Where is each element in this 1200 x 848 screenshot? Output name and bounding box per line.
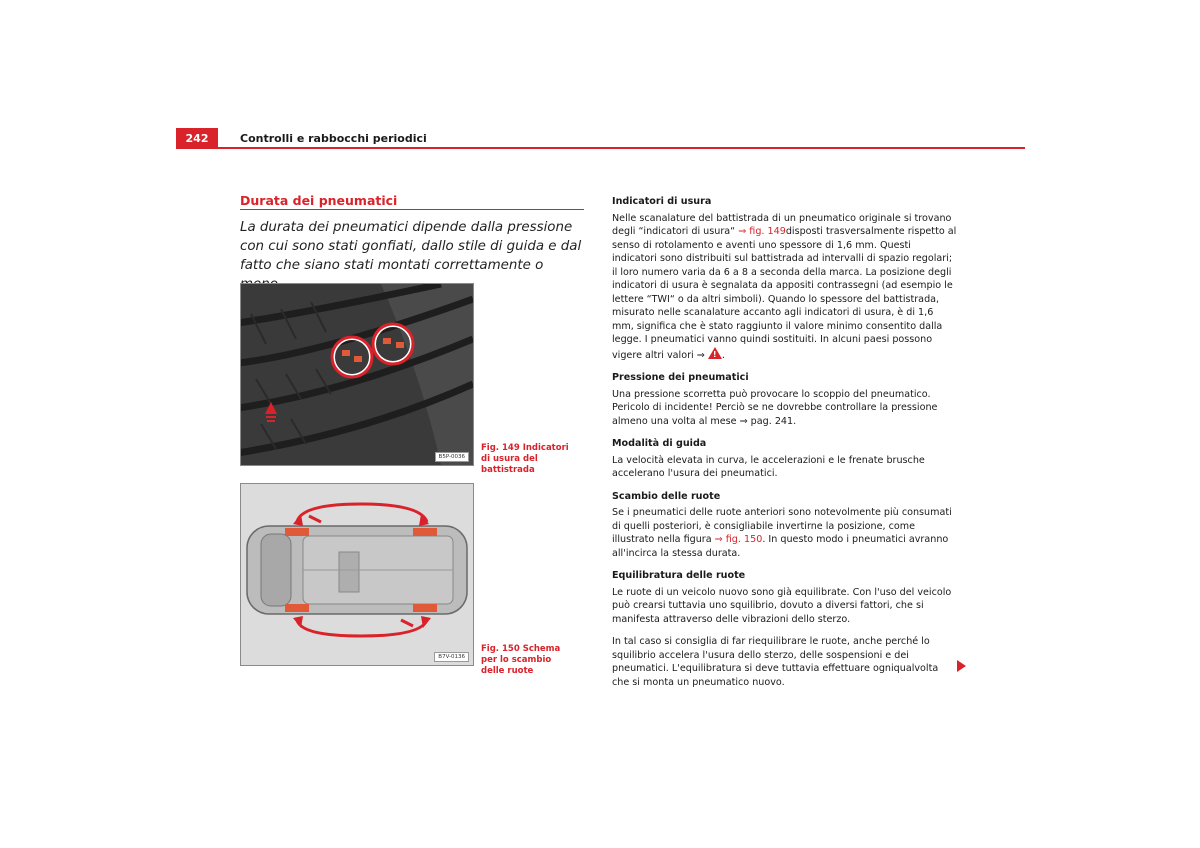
figure-code: B7V-0136 <box>434 652 469 662</box>
text-span: Nelle scanalature del battistrada di un pneumatico originale si trovano degli “indicatori di usura“ <box>612 212 952 237</box>
text-span: . In questo modo i pneumatici avranno all'incirca la stessa durata. <box>612 534 949 559</box>
body-text-column <box>612 195 957 698</box>
wheel-rotation-illustration <box>240 483 474 666</box>
heading-wear-indicators: Indicatori di usura <box>612 196 712 207</box>
heading-driving-style: Modalità di guida <box>612 438 707 449</box>
heading-tyre-pressure: Pressione dei pneumatici <box>612 372 749 383</box>
heading-wheel-balancing: Equilibratura delle ruote <box>612 570 746 581</box>
figure-149-link[interactable]: ⇒ fig. 149 <box>738 226 786 237</box>
page-number: 242 <box>176 128 218 149</box>
text-span: . <box>721 349 725 361</box>
paragraph-wear-indicators <box>612 212 957 363</box>
running-head: Controlli e rabbocchi periodici <box>240 132 427 145</box>
tread-wear-illustration <box>240 283 474 466</box>
paragraph-driving-style: La velocità elevata in curva, le accelerazioni e le frenate brusche accelerano l'usura dei pneumatici. <box>612 454 925 479</box>
text-span: disposti trasversalmente rispetto al senso di rotolamento e aventi uno spessore di 1,6 mm. Questi indicatori sono distribuiti sul battistrada ad intervalli di spazio regolari; il loro numero varia da 6 a 8 a seconda della marca. La posizione degli indicatori di usura è segnalata da appositi contrassegni (ad esempio le lettere “TWI“ o da altri simboli). Quando lo spessore del battistrada, misurato nelle scanalature accanto agli indicatori di usura, è di 1,6 mm, significa che è stato raggiunto il valore minimo consentito dalla legge. I pneumatici vanno quindi sostituiti. In alcuni paesi possono vigere altri valori ⇒ <box>612 226 957 361</box>
paragraph-wheel-swap <box>612 506 957 560</box>
section-title: Durata dei pneumatici <box>240 193 398 208</box>
figure-code: B5P-0036 <box>435 452 469 462</box>
figure-150-link[interactable]: ⇒ fig. 150 <box>714 534 763 545</box>
header-rule <box>176 147 1025 149</box>
figure-149-caption: Fig. 149 Indicatori di usura del battistrada <box>481 443 569 475</box>
continue-arrow-icon <box>957 660 966 672</box>
section-intro: La durata dei pneumatici dipende dalla pressione con cui sono stati gonfiati, dallo stile di guida e dal fatto che siano stati montati correttamente o <box>240 220 582 273</box>
paragraph-tyre-pressure: Una pressione scorretta può provocare lo scoppio del pneumatico. Pericolo di incidente! Perciò se ne dovrebbe controllare la pressione almeno una volta al mese ⇒ pag. 241. <box>612 388 938 427</box>
heading-wheel-swap: Scambio delle ruote <box>612 490 721 502</box>
section-title-rule <box>240 209 584 210</box>
figure-150-caption: Fig. 150 Schema per lo scambio delle ruote <box>481 644 561 676</box>
warning-triangle-icon <box>708 347 722 359</box>
paragraph-wheel-balancing-2: In tal caso si consiglia di far riequilibrare le ruote, anche perché lo squilibrio accelera l'usura dello sterzo, delle sospensioni e dei pneumatici. L'equilibratura si deve tuttavia effettuare ogniqualvolta che si monta un pneumatico nuovo. <box>612 636 939 688</box>
paragraph-wheel-balancing: Le ruote di un veicolo nuovo sono già equilibrate. Con l'uso del veicolo può crearsi tuttavia uno squilibrio, dovuto a diversi fattori, che si manifesta attraverso delle vibrazioni dello sterzo. <box>612 586 952 625</box>
tread-wear-drawing <box>241 284 473 465</box>
text-span: Se i pneumatici delle ruote anteriori sono notevolmente più consumati di quelli posteriori, è consigliabile invertirne la posizione, come illustrato nella figura <box>612 507 952 545</box>
wheel-rotation-drawing <box>241 484 473 665</box>
